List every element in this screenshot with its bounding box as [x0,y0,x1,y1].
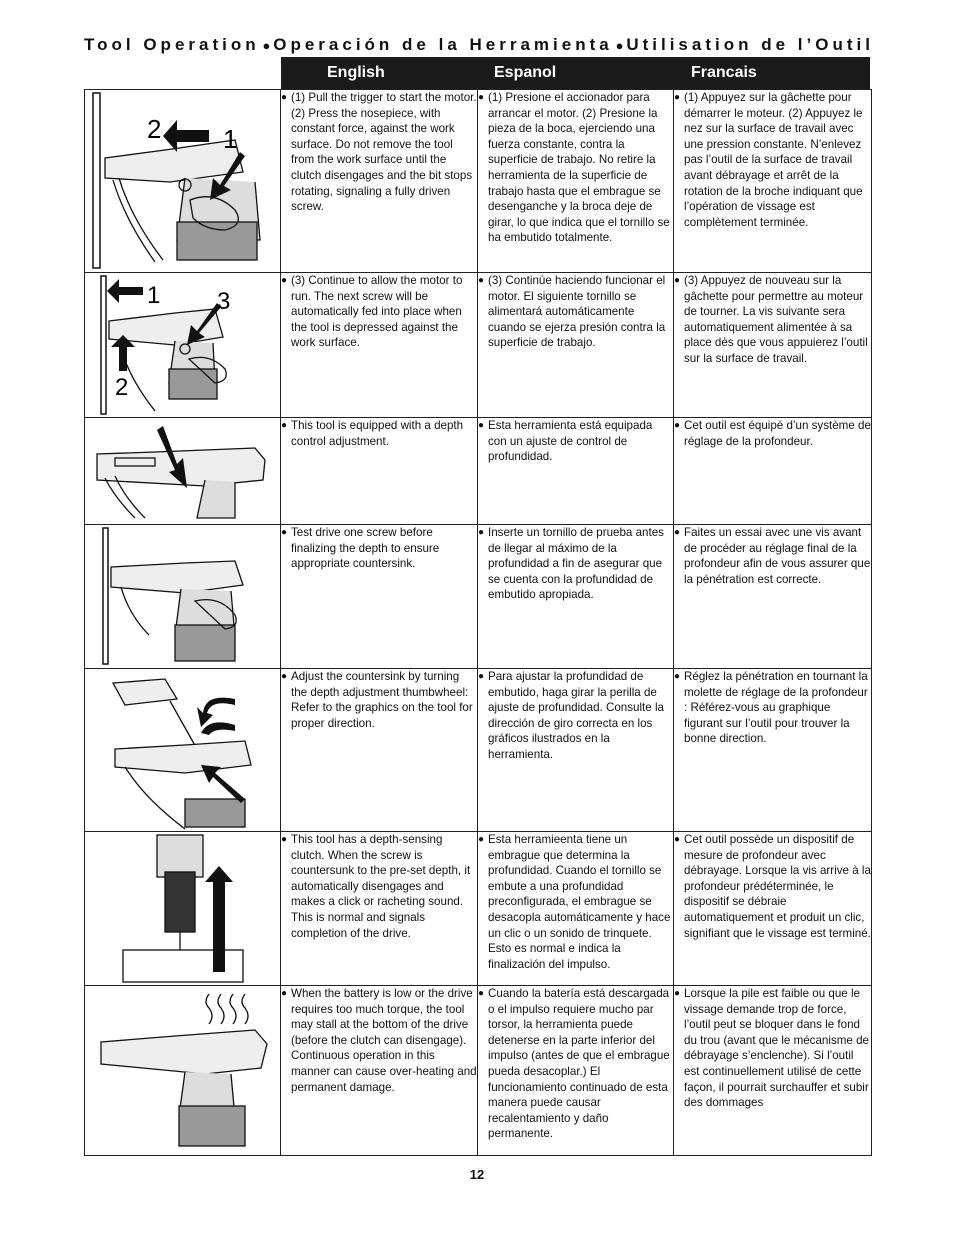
french-text-cell: ● Lorsque la pile est faible ou que le vissage demande trop de force, l’outil peut se bloquer dans le fond du trou (avant que le mécanisme de débrayage s’enclenche). Si l’outil est continuellement utilisé de cette façon, il pourrait surchauffer et subir des dommages [674,986,872,1156]
instruction-text: When the battery is low or the drive requires too much torque, the tool may stall at the bottom of the drive (before the clutch can disengage). Continuous operation in this manner can cause over-heating and permanent damage. [291,987,477,1094]
illustration-cell [85,90,281,273]
step-label: 2 [147,114,162,144]
spanish-text-cell: ● (3) Continúe haciendo funcionar el motor. El siguiente tornillo se alimentará automáticamente cuando se ejerza presión contra la superficie de trabajo. [478,273,674,418]
step-label: 3 [217,288,231,315]
table-row [85,525,872,669]
table-row [85,832,872,986]
french-text-cell: ● (3) Appuyez de nouveau sur la gâchette pour permettre au moteur de tourner. La vis suivante sera automatiquement alimentée à sa place dès que vous appuierez l’outil sur la surface de travail. [674,273,872,418]
title-english: Tool Operation [84,35,260,54]
column-header-spanish: Espanol [494,64,557,81]
step-label: 1 [223,124,238,154]
instruction-text: Réglez la pénétration en tournant la molette de réglage de la profondeur : Référez-vous au graphique figurant sur l’outil pour trouver la bonne direction. [684,670,868,746]
english-text-cell: ● (3) Continue to allow the motor to run. The next screw will be automatically fed into place when the tool is depressed against the work surface. [281,273,478,418]
depth-control-illustration [85,418,281,523]
title-separator: ● [262,37,271,53]
step-label: 2 [115,374,129,401]
french-text-cell: ● Cet outil possède un dispositif de mesure de profondeur avec débrayage. Lorsque la vis arrive à la profondeur prédéterminée, le dispositif se débraie automatiquement et produit un clic, signifiant que le vissage est terminé. [674,832,872,986]
title-spanish: Operación de la Herramienta [273,35,613,54]
instruction-text: Adjust the countersink by turning the depth adjustment thumbwheel: Refer to the graphics on the tool for proper direction. [291,670,473,730]
instruction-text: Esta herramieenta tiene un embrague que determina la profundidad. Cuando el tornillo se embute a una profundidad preconfigurada, el embrague se desacopla automáticamente y hace un clic o un sonido de trinquete. Esto es normal e indica la finalización del impulso. [488,833,671,971]
instruction-text: (1) Appuyez sur la gâchette pour démarrer le moteur. (2) Appuyez le nez sur la surface de travail avec une pression constante. N’enlevez pas l’outil de la surface de travail avant débrayage et arrêt de la rotation de la broche indiquant que l’opération de vissage est complètement terminée. [684,91,863,229]
english-text-cell: ● When the battery is low or the drive requires too much torque, the tool may stall at the bottom of the drive (before the clutch can disengage). Continuous operation in this manner can cause over-heating and permanent damage. [281,986,478,1156]
english-text-cell: ● Adjust the countersink by turning the depth adjustment thumbwheel: Refer to the graphics on the tool for proper direction. [281,669,478,832]
table-row [85,986,872,1156]
instruction-table [84,89,872,1156]
instruction-text: This tool is equipped with a depth control adjustment. [291,419,464,448]
instruction-text: Cet outil est équipé d’un système de réglage de la profondeur. [684,419,871,448]
instruction-text: (1) Pull the trigger to start the motor. (2) Press the nosepiece, with constant force, against the work surface. Do not remove the tool from the work surface until the clutch disengages and the bit stops rotating, signaling a fully driven screw. [291,91,477,214]
instruction-text: (3) Continue to allow the motor to run. The next screw will be automatically fed into place when the tool is depressed against the work surface. [291,274,463,350]
page-title [84,34,874,56]
step-label: 1 [147,282,161,309]
illustration-cell [85,418,281,525]
table-row [85,273,872,418]
instruction-text: This tool has a depth-sensing clutch. When the screw is countersunk to the pre-set depth, it automatically disengages and makes a click or racheting sound. This is normal and signals completion of the drive. [291,833,471,940]
instruction-text: Para ajustar la profundidad de embutido, haga girar la perilla de ajuste de profundidad. Consulte la dirección de giro correcta en los gráficos ilustrados en la herramienta. [488,670,664,761]
instruction-text: Inserte un tornillo de prueba antes de llegar al máximo de la profundidad a fin de asegurar que se cuenta con la profundidad de embutido apropiada. [488,526,664,602]
english-text-cell: ● (1) Pull the trigger to start the motor. (2) Press the nosepiece, with constant force, against the work surface. Do not remove the tool from the work surface until the clutch disengages and the bit stops rotating, signaling a fully driven screw. [281,90,478,273]
title-french: Utilisation de l’Outil [626,35,874,54]
clutch-illustration [85,832,281,984]
spanish-text-cell: ● Para ajustar la profundidad de embutido, haga girar la perilla de ajuste de profundidad. Consulte la dirección de giro correcta en los gráficos ilustrados en la herramienta. [478,669,674,832]
illustration-cell [85,986,281,1156]
column-header-english: English [327,64,385,81]
english-text-cell: ● This tool is equipped with a depth control adjustment. [281,418,478,525]
column-header-bar [281,57,870,89]
french-text-cell: ● Cet outil est équipé d’un système de réglage de la profondeur. [674,418,872,525]
instruction-text: (3) Appuyez de nouveau sur la gâchette pour permettre au moteur de tourner. La vis suivante sera automatiquement alimentée à sa place dès que vous appuierez l’outil sur la surface de travail. [684,274,868,365]
table-row [85,90,872,273]
instruction-text: Cet outil possède un dispositif de mesure de profondeur avec débrayage. Lorsque la vis arrive à la profondeur prédéterminée, le dispositif se débraie automatiquement et produit un clic, signifiant que le vissage est terminé. [684,833,871,940]
column-header-french: Francais [691,64,757,81]
instruction-text: Test drive one screw before finalizing the depth to ensure appropriate countersink. [291,526,440,571]
illustration-cell [85,669,281,832]
table-row [85,418,872,525]
illustration-cell [85,832,281,986]
instruction-text: (1) Presione el accionador para arrancar el motor. (2) Presione la pieza de la boca, ejerciendo una fuerza constante, contra la superficie de trabajo. No retire la herramienta de la superficie de trabajo hasta que el embrague se desenganche y la broca deje de girar, lo que indica que el tornillo se ha embutido totalmente. [488,91,670,245]
english-text-cell: ● Test drive one screw before finalizing the depth to ensure appropriate countersink. [281,525,478,669]
french-text-cell: ● Faites un essai avec une vis avant de procéder au réglage final de la profondeur afin de vous assurer que la pénétration est correcte. [674,525,872,669]
table-row [85,669,872,832]
spanish-text-cell: ● Esta herramienta está equipada con un ajuste de control de profundidad. [478,418,674,525]
drill-feed-illustration [85,273,281,416]
test-drive-illustration [85,525,281,667]
spanish-text-cell: ● (1) Presione el accionador para arrancar el motor. (2) Presione la pieza de la boca, ejerciendo una fuerza constante, contra la superficie de trabajo. No retire la herramienta de la superficie de trabajo hasta que el embrague se desenganche y la broca deje de girar, lo que indica que el tornillo se ha embutido totalmente. [478,90,674,273]
instruction-text: Lorsque la pile est faible ou que le vissage demande trop de force, l’outil peut se bloquer dans le fond du trou (avant que le mécanisme de débrayage s’enclenche). Si l’outil est continuellement utilisé de cette façon, il pourrait surchauffer et subir des dommages [684,987,869,1110]
spanish-text-cell: ● Inserte un tornillo de prueba antes de llegar al máximo de la profundidad a fin de asegurar que se cuenta con la profundidad de embutido apropiada. [478,525,674,669]
thumbwheel-illustration [85,669,281,830]
instruction-text: Cuando la batería está descargada o el impulso requiere mucho par torsor, la herramienta puede detenerse en la parte inferior del impulso (antes de que el embrague pueda desacoplar.) El funcionamiento continuado de esta manera puede causar recalentamiento y daño permanente. [488,987,670,1141]
overheat-illustration [85,986,281,1154]
french-text-cell: ● Réglez la pénétration en tournant la molette de réglage de la profondeur : Référez-vous au graphique figurant sur l’outil pour trouver la bonne direction. [674,669,872,832]
spanish-text-cell: ● Cuando la batería está descargada o el impulso requiere mucho par torsor, la herramienta puede detenerse en la parte inferior del impulso (antes de que el embrague pueda desacoplar.) El funcionamiento continuado de esta manera puede causar recalentamiento y daño permanente. [478,986,674,1156]
illustration-cell [85,273,281,418]
instruction-text: Faites un essai avec une vis avant de procéder au réglage final de la profondeur afin de vous assurer que la pénétration est correcte. [684,526,871,586]
page-number: 12 [469,1167,485,1182]
spanish-text-cell: ● Esta herramieenta tiene un embrague que determina la profundidad. Cuando el tornillo se embute a una profundidad preconfigurada, el embrague se desacopla automáticamente y hace un clic o un sonido de trinquete. Esto es normal e indica la finalización del impulso. [478,832,674,986]
drill-trigger-illustration [85,90,281,271]
instruction-text: (3) Continúe haciendo funcionar el motor. El siguiente tornillo se alimentará automáticamente cuando se ejerza presión contra la superficie de trabajo. [488,274,666,350]
french-text-cell: ● (1) Appuyez sur la gâchette pour démarrer le moteur. (2) Appuyez le nez sur la surface de travail avec une pression constante. N’enlevez pas l’outil de la surface de travail avant débrayage et arrêt de la rotation de la broche indiquant que l’opération de vissage est complètement terminée. [674,90,872,273]
instruction-text: Esta herramienta está equipada con un ajuste de control de profundidad. [488,419,653,464]
title-separator: ● [615,37,624,53]
illustration-cell [85,525,281,669]
english-text-cell: ● This tool has a depth-sensing clutch. When the screw is countersunk to the pre-set depth, it automatically disengages and makes a click or racheting sound. This is normal and signals completion of the drive. [281,832,478,986]
